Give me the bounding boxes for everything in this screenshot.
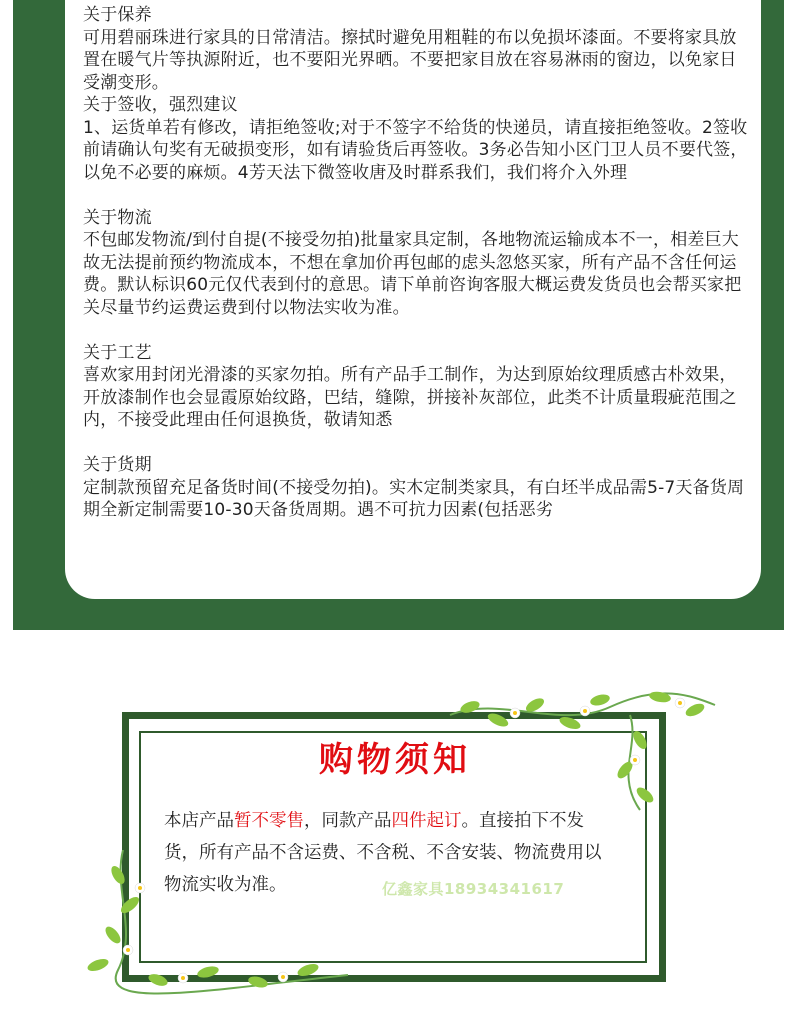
section-title: 关于签收，强烈建议 [83,95,238,115]
notice-text [83,4,753,522]
section-logistics [83,207,753,320]
section-title: 关于物流 [83,207,152,228]
section-title: 关于保养 [83,5,152,25]
notice-card [65,0,761,599]
section-delivery [83,454,753,522]
notice-text-part: 本店产品 [164,811,234,831]
section-care [83,4,753,94]
section-signing [83,94,753,184]
highlight-no-retail: 暂不零售 [234,811,304,831]
watermark: 亿鑫家具18934341617 [382,880,565,898]
section-body: 不包邮发物流/到付自提(不接受勿拍)批量家具定制，各地物流运输成本不一，相差巨大故无法提前预约物流成本，不想在拿加价再包邮的虑头忽悠买家，所有产品不含任何运费。默认标识60元仅代表到付的意思。请下单前咨询客服大概运费发货员也会帮买家把关尽量节约运费运费到付以物法实收为准。 [83,230,742,318]
section-title: 关于工艺 [83,342,152,363]
shopping-notice-title: 购物须知 [319,740,471,780]
notice-text-part: ，同款产品 [304,811,392,831]
section-body: 1、运货单若有修改，请拒绝签收;对于不签字不给货的快递员，请直接拒绝签收。2签收前请确认句奖有无破损变形，如有请验货后再签收。3务必告知小区门卫人员不要代签，以免不必要的麻烦。4芳天法下微签收唐及时群系我们，我们将介入外理 [83,117,748,183]
section-body: 定制款预留充足备货时间(不接受勿拍)。实木定制类家具，有白坯半成品需5-7天备货周期全新定制需要10-30天备货周期。遇不可抗力因素(包括恶劣 [83,477,745,520]
notice-text-part: 。直接拍下不发货，所有产品不含运费、不含税、不含安装、物流费用以物流实收为准。 [164,811,602,895]
section-title: 关于货期 [83,455,152,475]
section-craft [83,342,753,432]
section-body: 喜欢家用封闭光滑漆的买家勿拍。所有产品手工制作，为达到原始纹理质感古朴效果，开放漆制作也会显霞原始纹路，巴结，缝隙，拼接补灰部位，此类不计质量瑕疵范围之内，不接受此理由任何退换货，敬请知悉 [83,365,737,430]
highlight-min-order: 四件起订 [391,811,462,831]
section-body: 可用碧丽珠进行家具的日常清洁。擦拭时避免用粗鞋的布以免损坏漆面。不要将家具放置在暖气片等执源附近，也不要阳光界晒。不要把家目放在容易淋雨的窗边，以免家日受潮变形。 [83,27,737,93]
